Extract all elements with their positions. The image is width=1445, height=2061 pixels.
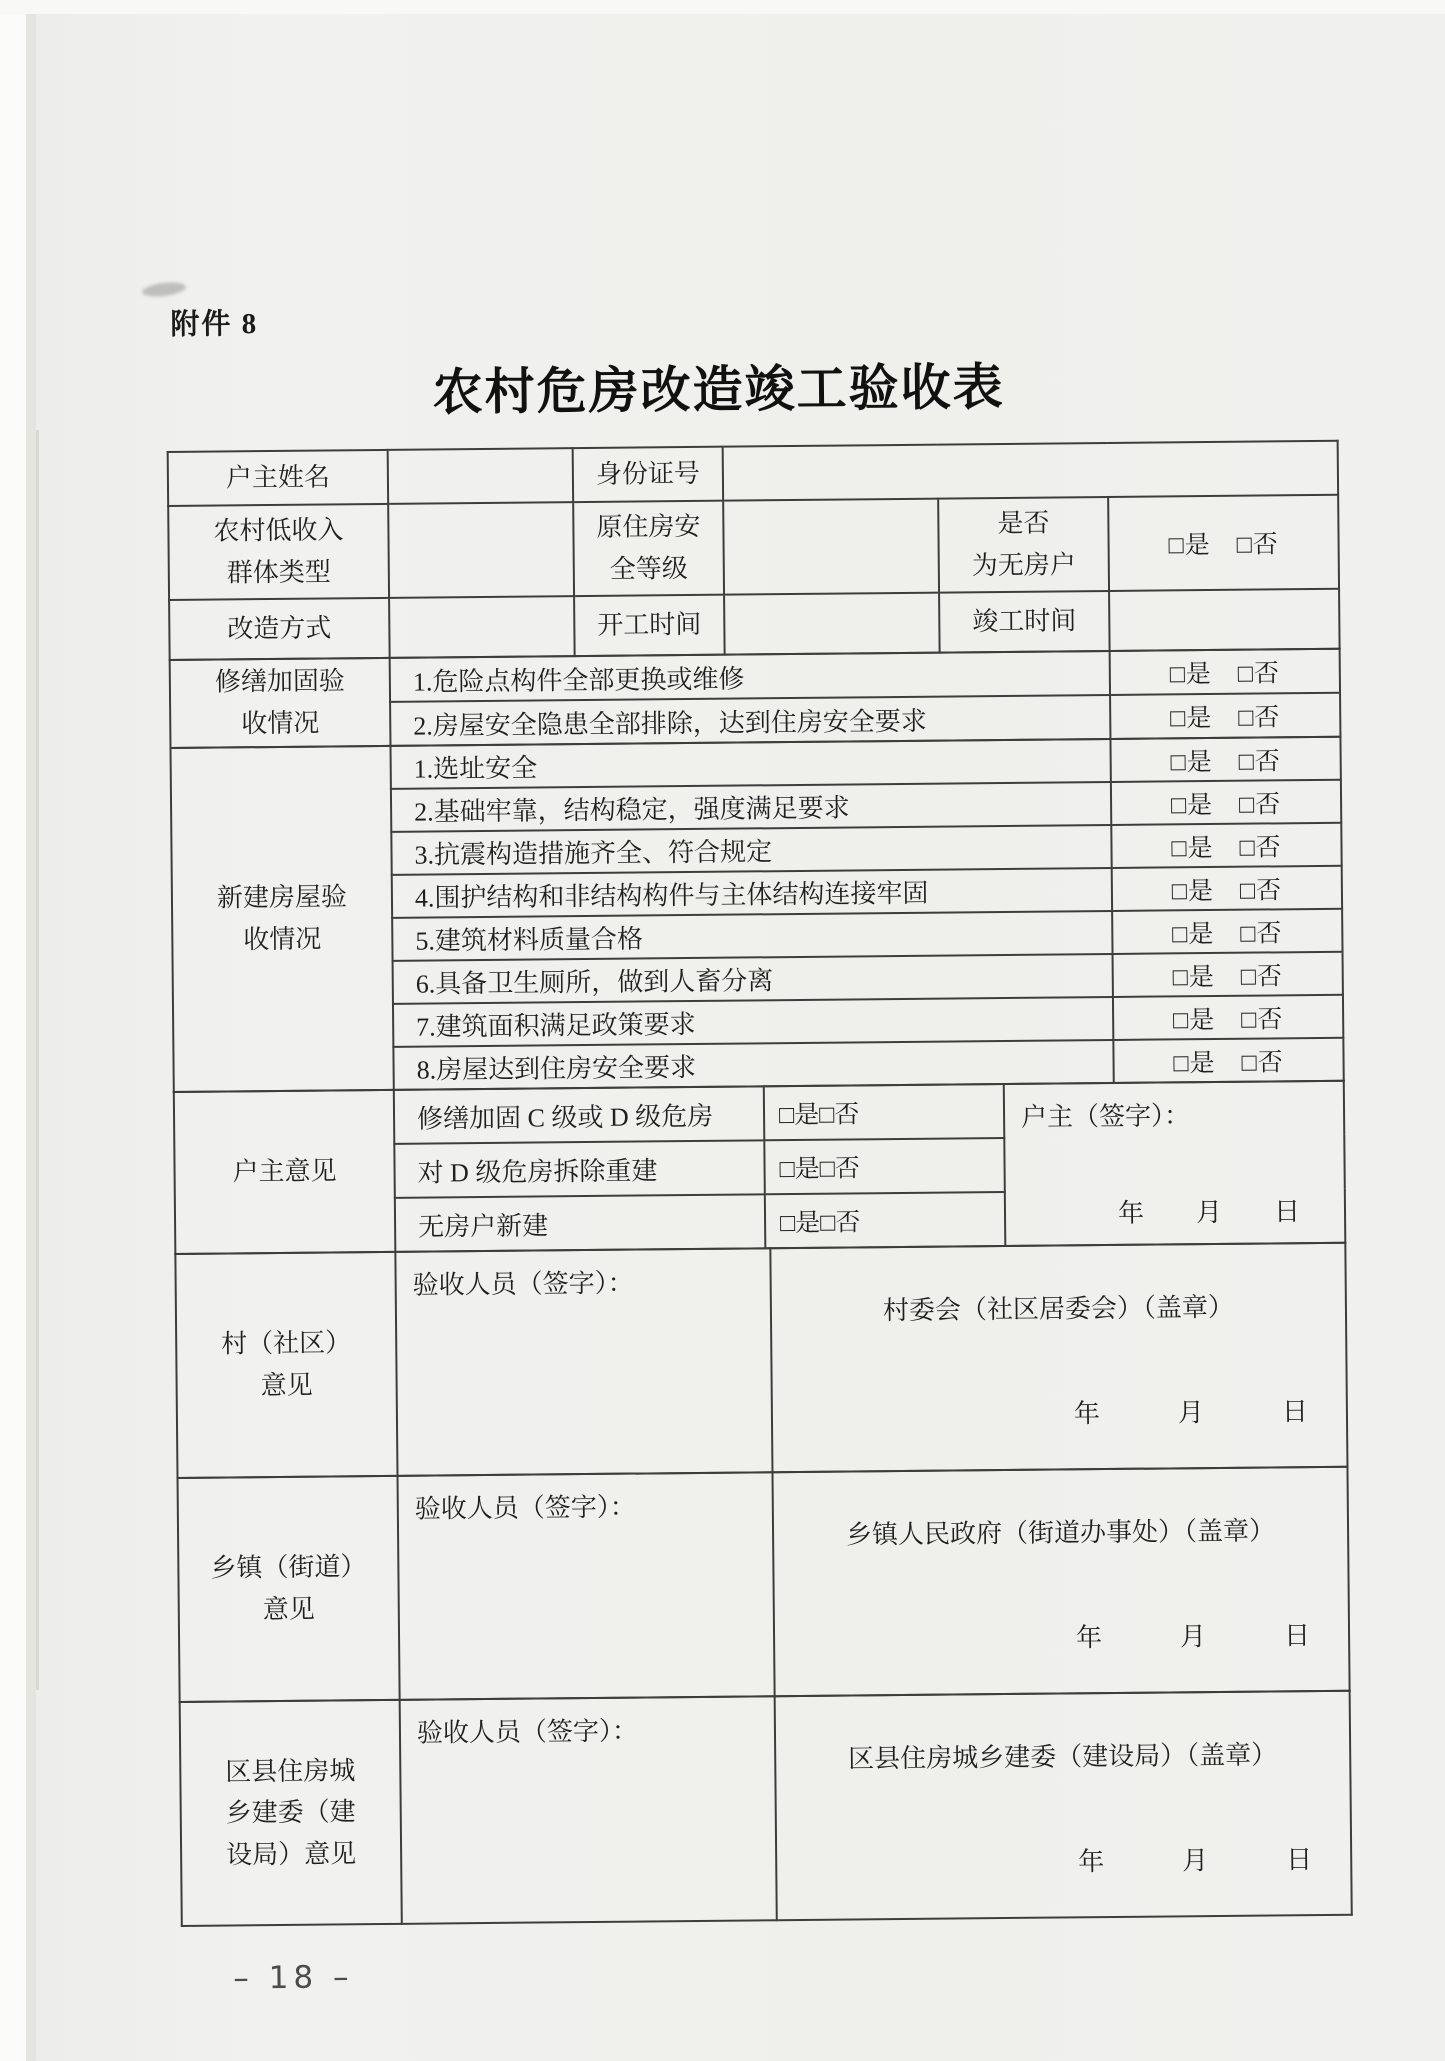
is-homeless-label: 是否 为无房户 (938, 497, 1109, 593)
district-opinion-table (179, 1690, 1353, 1927)
yes-no-checkboxes: □是 □否 (1113, 1038, 1343, 1083)
household-info-table (167, 440, 1341, 661)
repair-section-label: 修缮加固验 收情况 (170, 658, 391, 748)
yes-no-checkboxes: □是 □否 (1111, 823, 1341, 868)
is-homeless-checkboxes: □是 □否 (1108, 495, 1339, 591)
yes-no-checkboxes: □是□否 (764, 1138, 1005, 1194)
repair-item: 2.房屋安全隐患全部排除，达到住房安全要求 (390, 695, 1110, 746)
new-house-acceptance-table (169, 736, 1344, 1093)
new-house-section-label: 新建房屋验 收情况 (171, 746, 394, 1092)
township-stamp-cell (772, 1467, 1349, 1697)
new-house-item: 4.围护结构和非结构构件与主体结构连接牢固 (392, 868, 1112, 918)
repair-acceptance-table (169, 648, 1342, 749)
new-house-item: 2.基础牢靠，结构稳定，强度满足要求 (391, 782, 1111, 832)
yes-no-checkboxes: □是 □否 (1113, 952, 1343, 997)
yes-no-checkboxes: □是 □否 (1111, 780, 1341, 825)
village-stamp-cell (770, 1243, 1347, 1473)
yes-no-checkboxes: □是□否 (765, 1192, 1006, 1248)
owner-name-label: 户主姓名 (168, 450, 389, 506)
renovation-method-label: 改造方式 (169, 598, 390, 660)
new-house-item: 5.建筑材料质量合格 (392, 911, 1112, 961)
district-inspector-label: 验收人员（签字）： (416, 1716, 639, 1748)
owner-opinion-item: 无房户新建 (395, 1194, 766, 1252)
yes-no-checkboxes: □是 □否 (1112, 909, 1342, 954)
owner-opinion-table (173, 1080, 1347, 1255)
township-inspector-cell (398, 1472, 775, 1700)
start-time-value-cell (724, 593, 940, 655)
renovation-method-value-cell (389, 596, 575, 658)
completion-time-value-cell (1109, 589, 1340, 651)
village-opinion-table (174, 1242, 1348, 1479)
owner-opinion-item: 对 D 级危房拆除重建 (394, 1140, 765, 1198)
yes-no-checkboxes: □是 □否 (1110, 693, 1340, 739)
id-number-value-cell (723, 441, 1339, 501)
new-house-item: 8.房屋达到住房安全要求 (393, 1040, 1113, 1090)
form-title: 农村危房改造竣工验收表 (432, 358, 1005, 421)
district-opinion-label: 区县住房城 乡建委（建 设局）意见 (180, 1700, 402, 1926)
owner-opinion-item: 修缮加固 C 级或 D 级危房 (394, 1086, 765, 1144)
village-date-line: 年 月 日 (1073, 1397, 1309, 1429)
district-date-line: 年 月 日 (1078, 1845, 1313, 1877)
repair-item: 1.危险点构件全部更换或维修 (390, 651, 1110, 702)
township-opinion-label: 乡镇（街道） 意见 (178, 1476, 400, 1702)
village-inspector-label: 验收人员（签字）： (412, 1268, 634, 1300)
yes-no-checkboxes: □是□否 (764, 1084, 1005, 1140)
new-house-item: 3.抗震构造措施齐全、符合规定 (391, 825, 1111, 875)
township-stamp-label: 乡镇人民政府（街道办事处）（盖章） (845, 1516, 1276, 1550)
district-stamp-label: 区县住房城乡建委（建设局）（盖章） (848, 1740, 1278, 1774)
id-number-label: 身份证号 (573, 447, 724, 502)
owner-signature-label: 户主（签字）： (1020, 1101, 1191, 1132)
owner-date-line: 年 月 日 (1117, 1197, 1301, 1228)
township-date-line: 年 月 日 (1075, 1621, 1311, 1653)
completion-time-label: 竣工时间 (939, 591, 1110, 653)
attachment-label: 附件 8 (170, 308, 259, 341)
yes-no-checkboxes: □是 □否 (1110, 737, 1340, 782)
original-safety-value-cell (723, 499, 939, 595)
district-stamp-cell (775, 1691, 1352, 1921)
district-inspector-cell (400, 1696, 777, 1924)
village-opinion-label: 村（社区） 意见 (175, 1252, 397, 1478)
start-time-label: 开工时间 (574, 595, 725, 656)
village-inspector-cell (395, 1248, 772, 1476)
yes-no-checkboxes: □是 □否 (1113, 995, 1343, 1040)
yes-no-checkboxes: □是 □否 (1112, 866, 1342, 911)
village-stamp-label: 村委会（社区居委会）（盖章） (882, 1292, 1235, 1326)
page-number: – 18 – (233, 1959, 354, 1997)
township-opinion-table (177, 1466, 1351, 1703)
township-inspector-label: 验收人员（签字）： (414, 1492, 636, 1524)
owner-signature-cell (1004, 1081, 1346, 1246)
new-house-item: 1.选址安全 (390, 739, 1110, 789)
owner-name-value-cell (388, 448, 574, 504)
new-house-item: 6.具备卫生厕所，做到人畜分离 (393, 954, 1113, 1004)
new-house-item: 7.建筑面积满足政策要求 (393, 997, 1113, 1047)
original-safety-label: 原住房安 全等级 (573, 501, 724, 596)
owner-opinion-label: 户主意见 (174, 1090, 396, 1254)
yes-no-checkboxes: □是 □否 (1110, 649, 1340, 695)
low-income-type-label: 农村低收入 群体类型 (168, 504, 389, 600)
low-income-type-value-cell (388, 502, 574, 598)
